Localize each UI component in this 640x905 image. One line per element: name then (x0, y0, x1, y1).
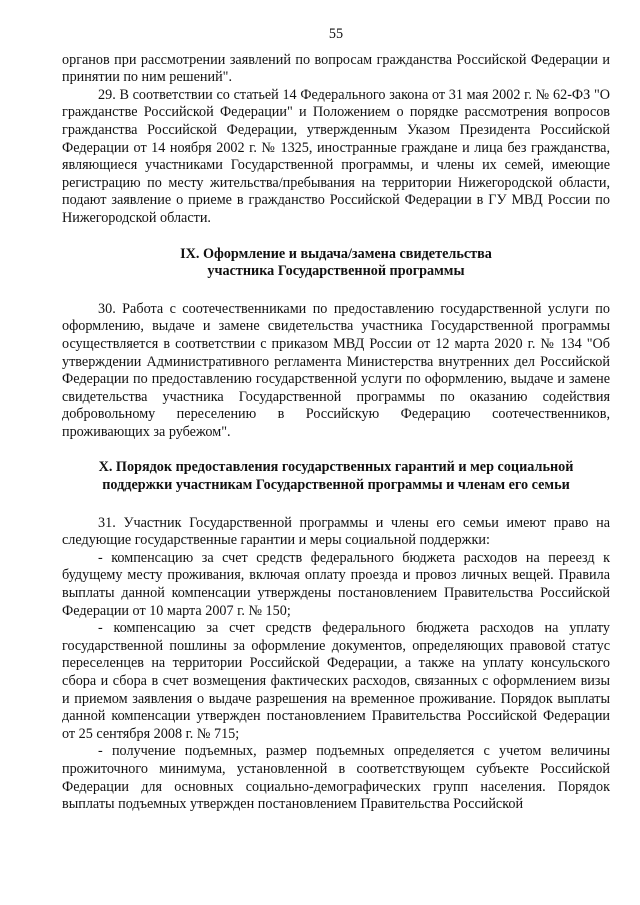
section-9-heading (62, 246, 610, 281)
paragraph-31: 31. Участник Государственной программы и члены его семьи имеют право на следующие государственные гарантии и меры социальной поддержки: (62, 514, 610, 549)
section-10-heading-line-1: X. Порядок предоставления государственных гарантий и мер социальной (98, 459, 574, 476)
page-number: 55 (328, 26, 344, 42)
section-9-heading-line-2: участника Государственной программы (207, 263, 465, 280)
section-10-heading-line-2: поддержки участникам Государственной программы и членам его семьи (102, 477, 570, 494)
document-page (62, 26, 610, 814)
list-item-relocation-allowance: - получение подъемных, размер подъемных определяется с учетом величины прожиточного минимума, установленной в соответствующем субъекте Российской Федерации для основных социально-демографических групп населения. Порядок выплаты подъемных утвержден постановлением Правительства Российской (62, 743, 610, 813)
list-item-travel-compensation: - компенсацию за счет средств федерального бюджета расходов на переезд к будущему месту проживания, включая оплату проезда и провоз личных вещей. Правила выплаты данной компенсации утверждены постановлением Правительства Российской Федерации от 10 марта 2007 г. № 150; (62, 549, 610, 619)
paragraph-30: 30. Работа с соотечественниками по предоставлению государственной услуги по оформлению, выдаче и замене свидетельства участника Государственной программы осуществляется в соответствии с приказом МВД России от 12 марта 2020 г. № 134 "Об утверждении Административного регламента Министерства внутренних дел Российской Федерации по предоставлению государственной услуги по оформлению, выдаче и замене свидетельства участника Государственной программы по оказанию содействия добровольному переселению в Российскую Федерацию соотечественников, проживающих за рубежом". (62, 300, 610, 440)
section-10-heading (62, 459, 610, 494)
list-item-fee-compensation: - компенсацию за счет средств федерального бюджета расходов на уплату государственной пошлины за оформление документов, определяющих правовой статус переселенцев на территории Российской Федерации, а также на уплату консульского сбора и сбора в счет возмещения фактических расходов, связанных с оформлением визы и приемом заявления о выдаче разрешения на временное проживание. Порядок выплаты данной компенсации утвержден постановлением Правительства Российской Федерации от 25 сентября 2008 г. № 715; (62, 620, 610, 742)
section-9-heading-line-1: IX. Оформление и выдача/замена свидетельства (180, 245, 492, 262)
paragraph-29: 29. В соответствии со статьей 14 Федерального закона от 31 мая 2002 г. № 62-ФЗ "О гражданстве Российской Федерации" и Положением о порядке рассмотрения вопросов гражданства Российской Федерации, утвержденным Указом Президента Российской Федерации от 14 ноября 2002 г. № 1325, иностранные граждане и лица без гражданства, являющиеся участниками Государственной программы, и члены их семей, имеющие регистрацию по месту жительства/пребывания на территории Нижегородской области, подают заявление о приеме в гражданство Российской Федерации в ГУ МВД России по Нижегородской области. (62, 86, 610, 226)
paragraph-continuation: органов при рассмотрении заявлений по вопросам гражданства Российской Федерации и принятии по ним решений". (62, 51, 610, 86)
